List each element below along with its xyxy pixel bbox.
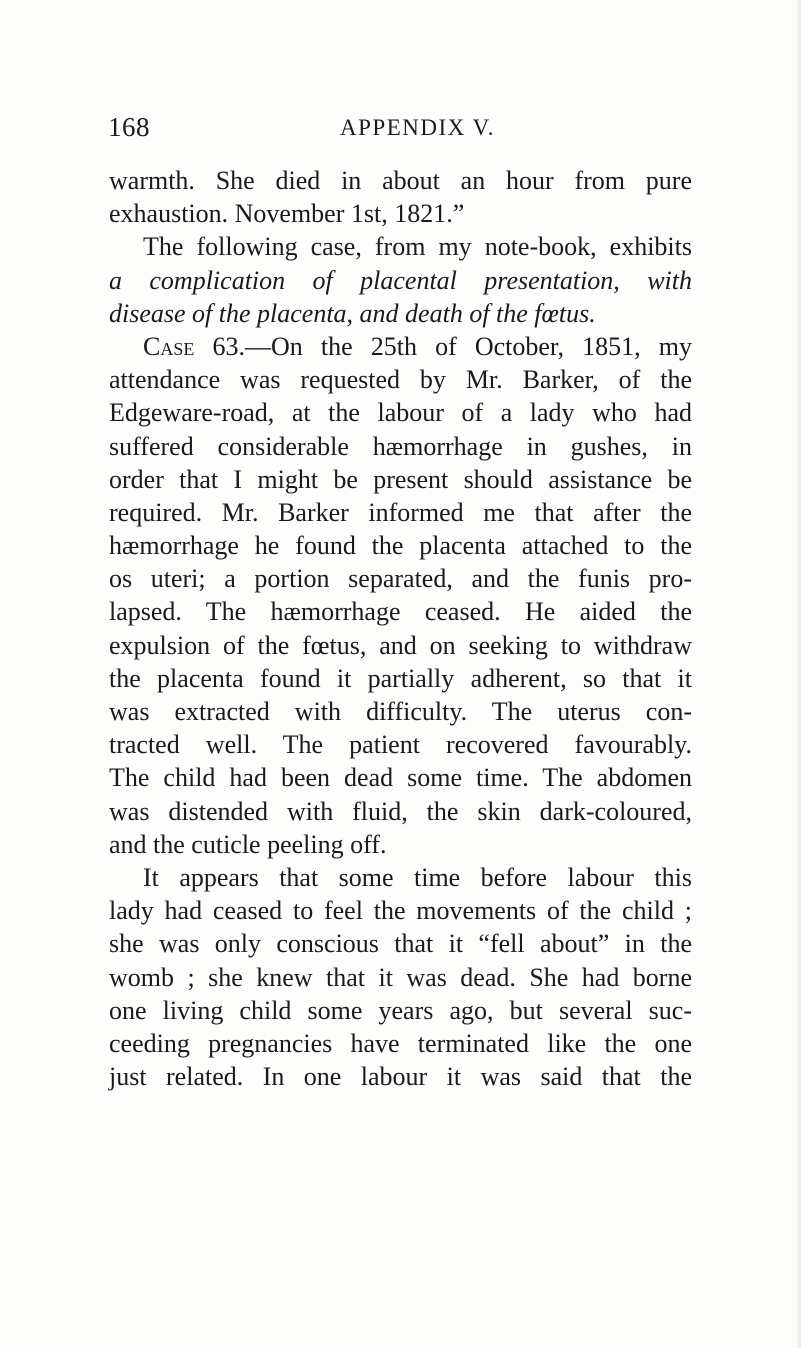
text-line: just related. In one labour it was said that the <box>109 1062 692 1092</box>
text-line: lapsed. The hæmorrhage ceased. He aided the <box>109 597 692 627</box>
case-label: Case 63. <box>143 331 245 361</box>
text-line: Edgeware-road, at the labour of a lady who had <box>109 398 692 428</box>
text-line: expulsion of the fœtus, and on seeking to withdraw <box>109 630 692 660</box>
case-line-text: —On the 25th of October, 1851, my <box>244 331 692 361</box>
text-line: hæmorrhage he found the placenta attached to the <box>109 531 692 561</box>
text-line: she was only conscious that it “fell about” in the <box>109 929 692 959</box>
text-line: tracted well. The patient recovered favourably. <box>109 730 692 760</box>
text-line: suffered considerable hæmorrhage in gushes, in <box>109 431 692 461</box>
text-line: was distended with fluid, the skin dark-coloured, <box>109 796 692 826</box>
text-line: a complication of placental presentation, with <box>109 265 692 295</box>
text-line: exhaustion. November 1st, 1821.” <box>109 199 465 229</box>
text-line: It appears that some time before labour this <box>143 862 692 892</box>
page-header <box>108 112 708 148</box>
text-line: the placenta found it partially adherent, so that it <box>109 663 692 693</box>
case-line <box>109 330 692 363</box>
text-line: womb ; she knew that it was dead. She had borne <box>109 962 692 992</box>
text-line: and the cuticle peeling off. <box>109 829 387 859</box>
text-line: disease of the placenta, and death of the fœtus. <box>109 298 596 328</box>
running-head: APPENDIX V. <box>340 115 495 140</box>
page-number: 168 <box>108 112 150 142</box>
text-line: os uteri; a portion separated, and the funis pro- <box>109 564 692 594</box>
text-line: lady had ceased to feel the movements of the child ; <box>109 896 692 926</box>
page-edge-shadow <box>795 0 801 1348</box>
text-line: The following case, from my note-book, exhibits <box>143 232 692 262</box>
text-line: order that I might be present should assistance be <box>109 464 692 494</box>
text-line: required. Mr. Barker informed me that after the <box>109 497 692 527</box>
text-line: one living child some years ago, but several suc- <box>109 995 692 1025</box>
text-line: The child had been dead some time. The abdomen <box>109 763 692 793</box>
text-line: attendance was requested by Mr. Barker, of the <box>109 365 692 395</box>
text-line: ceeding pregnancies have terminated like the one <box>109 1028 692 1058</box>
body-text <box>109 164 692 1093</box>
text-line: was extracted with difficulty. The uterus con- <box>109 697 692 726</box>
text-line: warmth. She died in about an hour from pure <box>109 166 692 195</box>
